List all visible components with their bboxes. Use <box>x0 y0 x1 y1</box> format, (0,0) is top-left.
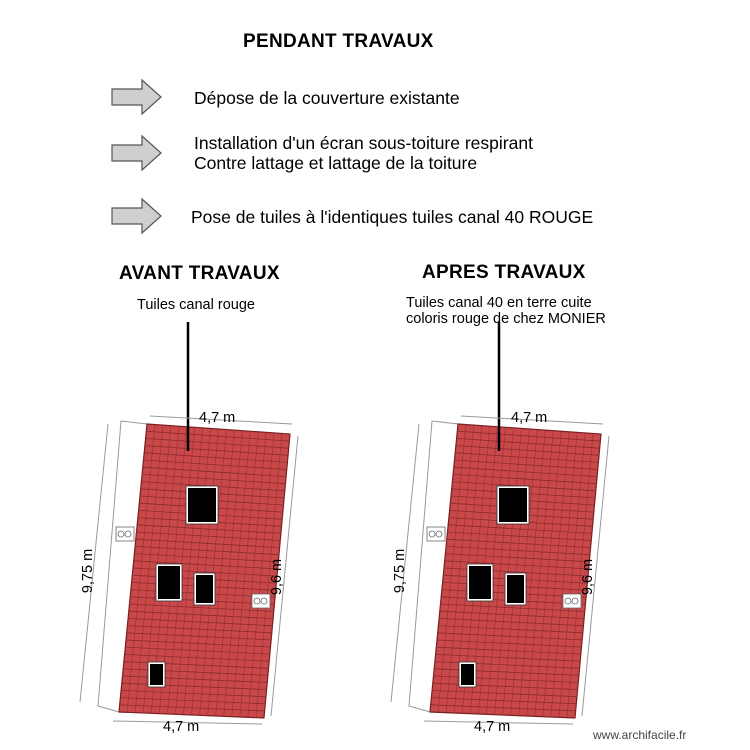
skylight <box>196 575 213 603</box>
step-2-line-1: Installation d'un écran sous-toiture respirant <box>194 133 533 153</box>
page-title: PENDANT TRAVAUX <box>243 31 434 52</box>
skylight <box>150 664 163 685</box>
plan-apres-dim-right: 9,6 m <box>580 558 597 596</box>
plan-avant-dim-bottom: 4,7 m <box>163 719 200 735</box>
plan-apres-dim-top: 4,7 m <box>511 410 548 426</box>
step-2-line-2: Contre lattage et lattage de la toiture <box>194 153 478 173</box>
skylight <box>188 488 216 522</box>
plan-avant-title: AVANT TRAVAUX <box>119 263 280 284</box>
plan-apres-note-line-1: Tuiles canal 40 en terre cuite <box>406 295 592 311</box>
plan-avant-dim-left: 9,75 m <box>80 548 97 594</box>
skylight <box>507 575 524 603</box>
skylight <box>461 664 474 685</box>
roof-plan-apres <box>391 322 609 724</box>
skylight <box>158 566 180 599</box>
roof-plan-avant <box>80 322 298 724</box>
plan-avant-note-line-1: Tuiles canal rouge <box>137 297 255 313</box>
step-3-line-1: Pose de tuiles à l'identiques tuiles canal 40 ROUGE <box>191 207 594 227</box>
watermark: www.archifacile.fr <box>593 728 687 742</box>
plan-apres-dim-left: 9,75 m <box>392 548 409 594</box>
plan-apres-note-line-2: coloris rouge de chez MONIER <box>406 310 606 327</box>
plan-apres-dim-bottom: 4,7 m <box>474 719 511 735</box>
plan-avant-dim-top: 4,7 m <box>199 410 236 426</box>
plan-apres-title: APRES TRAVAUX <box>422 262 586 283</box>
skylight <box>469 566 491 599</box>
step-1-line-1: Dépose de la couverture existante <box>194 88 460 108</box>
skylight <box>499 488 527 522</box>
plan-avant-dim-right: 9,6 m <box>269 558 286 596</box>
